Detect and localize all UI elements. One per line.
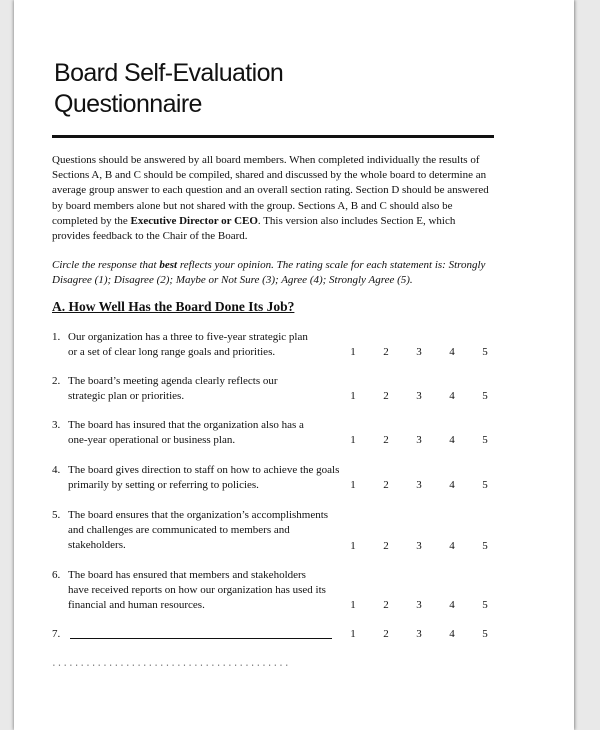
rating-option-3[interactable]: 3: [416, 628, 422, 640]
rating-option-4[interactable]: 4: [449, 434, 455, 446]
rating-option-4[interactable]: 4: [449, 540, 455, 552]
question-text: [68, 463, 348, 493]
question-number: 7.: [52, 628, 61, 640]
rating-option-2[interactable]: 2: [383, 390, 389, 402]
question-text: [68, 418, 348, 448]
intro-line-5-bold: Executive Director or CEO: [130, 214, 258, 227]
rating-option-3[interactable]: 3: [416, 479, 422, 491]
rating-option-1[interactable]: 1: [350, 434, 356, 446]
question-text: [68, 330, 348, 360]
rating-option-3[interactable]: 3: [416, 390, 422, 402]
rating-scale: [348, 539, 518, 554]
rating-option-4[interactable]: 4: [449, 599, 455, 611]
rating-option-2[interactable]: 2: [383, 479, 389, 491]
rating-option-4[interactable]: 4: [449, 346, 455, 358]
rating-option-5[interactable]: 5: [482, 540, 488, 552]
instruction-line: Disagree (1); Disagree (2); Maybe or Not Sure (3); Agree (4); Strongly Agree (5).: [52, 274, 413, 287]
cut-off-text-fragment: ․․․․․․․․․․․․․․․․․․․․․․․․․․․․․․․․․․․․․․․․․․: [52, 657, 291, 666]
rating-scale: [348, 345, 518, 360]
rating-scale: [348, 627, 518, 642]
question-line: The board has insured that the organization also has a: [68, 419, 304, 431]
rating-option-4[interactable]: 4: [449, 628, 455, 640]
question-line: The board ensures that the organization’s accomplishments: [68, 509, 329, 521]
title-line-1: Board Self-Evaluation: [54, 59, 284, 87]
rating-option-1[interactable]: 1: [350, 346, 356, 358]
rating-option-2[interactable]: 2: [383, 599, 389, 611]
rating-option-5[interactable]: 5: [482, 434, 488, 446]
question-line: The board’s meeting agenda clearly reflects our: [68, 375, 278, 387]
rating-option-5[interactable]: 5: [482, 628, 488, 640]
rating-scale: [348, 433, 518, 448]
rating-instructions: [52, 258, 502, 288]
question-text: [68, 374, 348, 404]
section-a-heading: A. How Well Has the Board Done Its Job?: [52, 299, 295, 314]
instruction-bold: best: [159, 259, 178, 271]
question-number: 5.: [52, 509, 61, 521]
rating-option-5[interactable]: 5: [482, 599, 488, 611]
rating-option-3[interactable]: 3: [416, 434, 422, 446]
rating-scale: [348, 389, 518, 404]
blank-answer-line[interactable]: [70, 638, 332, 639]
document-title: [54, 58, 454, 120]
question-text: [68, 508, 348, 554]
title-line-2: Questionnaire: [54, 90, 202, 118]
rating-option-3[interactable]: 3: [416, 346, 422, 358]
intro-line-5-post: . This version also includes Section E, which: [257, 214, 456, 227]
rating-option-2[interactable]: 2: [383, 628, 389, 640]
rating-option-1[interactable]: 1: [350, 628, 356, 640]
rating-option-1[interactable]: 1: [350, 479, 356, 491]
rating-option-2[interactable]: 2: [383, 346, 389, 358]
question-line: financial and human resources.: [68, 599, 205, 612]
rating-option-1[interactable]: 1: [350, 540, 356, 552]
intro-line: provides feedback to the Chair of the Board.: [52, 230, 248, 243]
intro-paragraph: [52, 153, 492, 244]
question-text: [68, 568, 348, 614]
intro-line: [52, 214, 492, 229]
intro-line-5-pre: completed by the: [52, 214, 131, 227]
question-line: strategic plan or priorities.: [68, 390, 185, 403]
question-line: The board has ensured that members and stakeholders: [68, 569, 306, 581]
rating-option-5[interactable]: 5: [482, 390, 488, 402]
rating-option-4[interactable]: 4: [449, 479, 455, 491]
rating-option-2[interactable]: 2: [383, 434, 389, 446]
rating-option-1[interactable]: 1: [350, 599, 356, 611]
rating-scale: [348, 478, 518, 493]
question-line: Our organization has a three to five-year strategic plan: [68, 331, 308, 343]
intro-line: Sections A, B and C should be compiled, shared and discussed by the whole board to determine an: [52, 169, 487, 182]
document-page: [14, 0, 574, 730]
question-line: and challenges are communicated to members and: [68, 524, 290, 537]
question-line: or a set of clear long range goals and priorities.: [68, 346, 276, 359]
rating-option-5[interactable]: 5: [482, 479, 488, 491]
intro-line: Questions should be answered by all board members. When completed individually the results of: [52, 154, 480, 166]
question-number: 1.: [52, 331, 61, 343]
question-number: 4.: [52, 464, 61, 476]
question-line: one-year operational or business plan.: [68, 434, 236, 447]
instruction-post: reflects your opinion. The rating scale for each statement is: Strongly: [177, 259, 486, 271]
question-line: have received reports on how our organization has used its: [68, 584, 326, 597]
rating-option-4[interactable]: 4: [449, 390, 455, 402]
instruction-pre: Circle the response that: [52, 259, 160, 271]
intro-line: average group answer to each question and an overall section rating. Section D should be answered: [52, 184, 489, 197]
rating-option-1[interactable]: 1: [350, 390, 356, 402]
question-line: The board gives direction to staff on how to achieve the goals: [68, 464, 340, 476]
rating-option-3[interactable]: 3: [416, 540, 422, 552]
rating-scale: [348, 598, 518, 613]
question-number: 3.: [52, 419, 61, 431]
rating-option-3[interactable]: 3: [416, 599, 422, 611]
question-line: stakeholders.: [68, 539, 126, 552]
question-number: 6.: [52, 569, 61, 581]
title-divider: [52, 135, 494, 138]
rating-option-5[interactable]: 5: [482, 346, 488, 358]
instruction-line: [52, 258, 502, 273]
question-number: 2.: [52, 375, 61, 387]
intro-line: by board members alone but not shared with the group. Sections A, B and C should also be: [52, 199, 453, 212]
rating-option-2[interactable]: 2: [383, 540, 389, 552]
question-line: primarily by setting or referring to policies.: [68, 479, 259, 492]
